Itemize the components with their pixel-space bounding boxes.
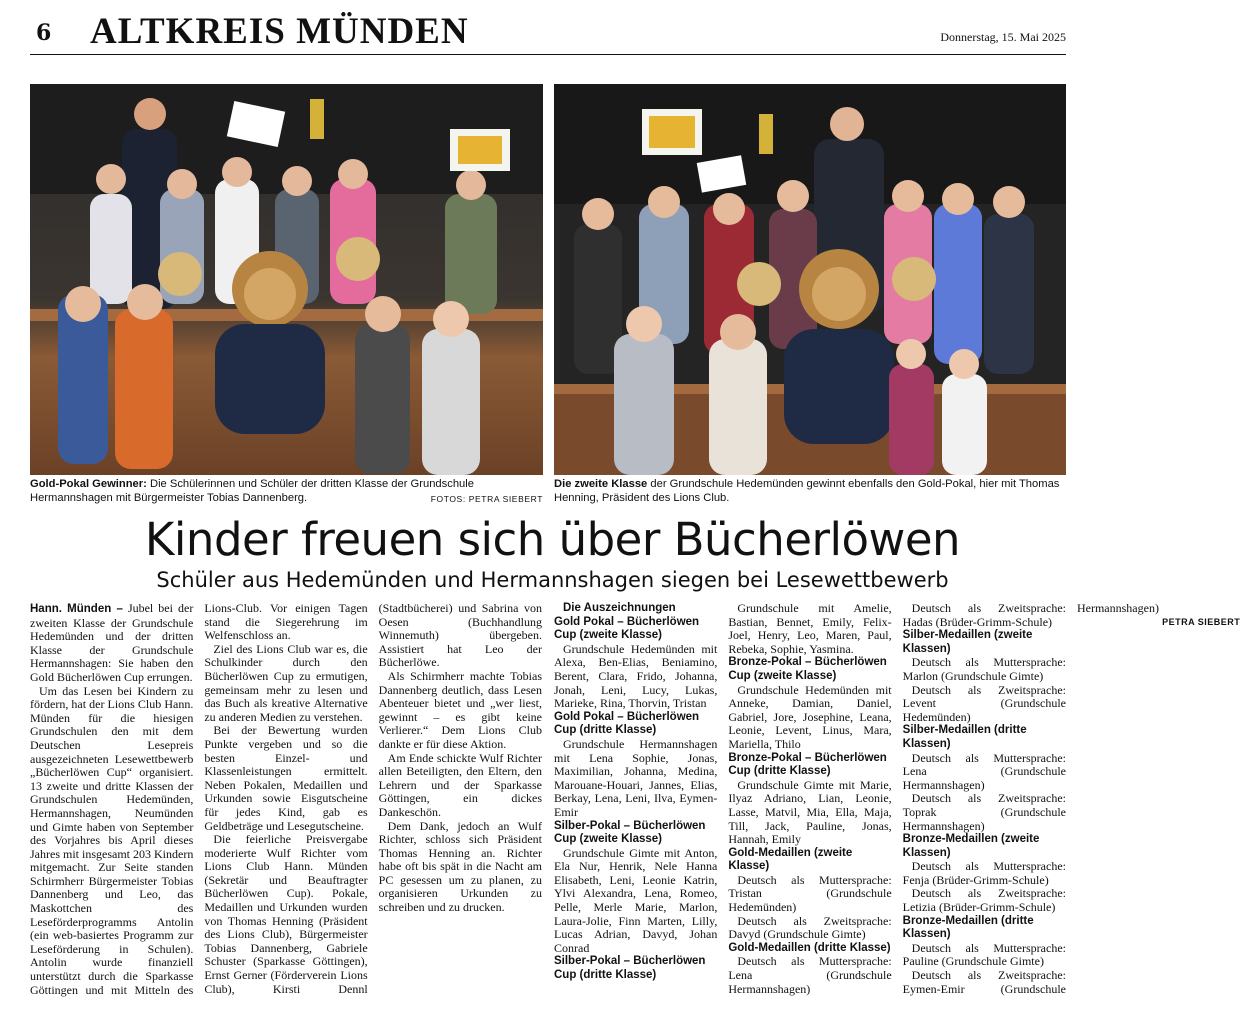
paragraph: Am Ende schickte Wulf Richter allen Beteiligten, den Eltern, den Lehrern und der Sparkasse Göttingen, ein dickes Dankeschön. <box>378 750 542 819</box>
award-text: Grundschule Hermannshagen mit Lena Sophie, Jonas, Maximilian, Johanna, Medina, Marouane-Houari, Jannes, Elias, Berkay, Lena, Leni, Ilva, Eymen-Emir <box>554 736 718 819</box>
article-body-flow <box>30 602 542 998</box>
award-text: Deutsch als Zweitsprache: Toprak (Grundschule Hermannshagen) <box>902 791 1066 833</box>
award-text: Deutsch als Muttersprache: Tristan (Grundschule Hedemünden) <box>728 872 892 915</box>
award-text: Grundschule Gimte mit Marie, Ilyaz Adriano, Lian, Leonie, Lasse, Matvil, Mia, Ella, Maja, Till, Jack, Pauline, Jonas, Hannah, Emily <box>728 777 892 847</box>
award-text-content: Deutsch als Zweitsprache: Eymen-Emir (Grundschule Hermannshagen) <box>902 601 1159 996</box>
article-headline: Kinder freuen sich über Bücherlöwen <box>144 513 961 566</box>
award-title: Bronze-Pokal – Bücherlöwen Cup (dritte Klasse) <box>728 751 887 778</box>
award-text: Deutsch als Muttersprache: Lena (Grundschule Hermannshagen) <box>902 750 1066 792</box>
paragraph: Ziel des Lions Club war es, die Schulkinder durch den Bücherlöwen Cup zu ermutigen, gemeinsam mehr zu lesen und das Buch als kreative Alternative zu anderen Medien zu verstehen. <box>204 641 368 724</box>
photo-hermannshagen-class <box>30 84 543 475</box>
award-title: Bronze-Medaillen (zweite Klassen) <box>902 833 1040 859</box>
paragraph <box>30 602 193 685</box>
caption-lead: Die zweite Klasse <box>554 478 648 490</box>
page-number: 6 <box>36 20 52 46</box>
award-text: Grundschule mit Amelie, Bastian, Bennet, Emily, Felix-Joel, Henry, Leo, Maren, Paul, Rebeka, Sophie, Yasmina. <box>728 601 892 656</box>
award-text: Deutsch als Zweitsprache: Levent (Grundschule Hedemünden) <box>902 682 1066 724</box>
issue-date: Donnerstag, 15. Mai 2025 <box>940 30 1066 44</box>
award-title: Silber-Pokal – Bücherlöwen Cup (zweite Klasse) <box>554 819 706 846</box>
paragraph: Als Schirmherr machte Tobias Dannenberg deutlich, dass Lesen Abenteuer bietet und „wer liest, gewinnt – es gibt keine Verlierer.“ Dem Lions Club dankte er für diese Aktion. <box>378 668 542 751</box>
awards-heading: Die Auszeichnungen <box>563 602 676 614</box>
award-title: Gold Pokal – Bücherlöwen Cup (dritte Klasse) <box>554 710 700 737</box>
caption-text: der Grundschule Hedemünden gewinnt ebenfalls den Gold-Pokal, hier mit Thomas Henning, Präsident des Lions Club. <box>554 478 1060 504</box>
award-text: Deutsch als Zweitsprache: Letizia (Brüder-Grimm-Schule) <box>902 886 1066 915</box>
page-header <box>30 8 1066 55</box>
paragraph-text: Jubel bei der zweiten Klasse der Grundschule Hedemünden und der dritten Klasse der Grundschule Hermannshagen: Sie haben den Gold Bücherlöwen Cup errungen. <box>30 601 194 684</box>
paragraph: Dem Dank, jedoch an Wulf Richter, schloss sich Präsident Thomas Henning an. Richter habe oft bis spät in die Nacht am PC gesessen um zu planen, zu organisieren Urkunden zu schreiben und zu drucken. <box>378 818 542 915</box>
award-title: Silber-Pokal – Bücherlöwen Cup (dritte Klasse) <box>554 955 706 982</box>
award-text: Deutsch als Muttersprache: Lena (Grundschule Hermannshagen) <box>728 954 892 996</box>
paragraph: Die feierliche Preisvergabe moderierte Wulf Richter vom Lions Club Hann. Münden (Sekretär und Beauftragter Bücherlöwen Cup). Pokale, Medaillen und Urkunden wurden von Thomas Henning (Präsident des Lions Club), Bürgermeister Tobias Dannenberg, Gabriele Schuster (Sparkasse Göttingen), Ernst Gerner (Förderverein Lions Club), Kirsti Dennl (Stadtbücherei) und Sabrina von Oesen (Buchhandlung Winnemuth) übergeben. Assistiert hat Leo der Bücherlöwe. <box>204 601 542 996</box>
award-text: Deutsch als Muttersprache: Fenja (Brüder-Grimm-Schule) <box>902 859 1066 887</box>
author-byline: PETRA SIEBERT <box>1162 616 1240 627</box>
photo-hedemuenden-class <box>554 84 1066 475</box>
award-title: Bronze-Medaillen (dritte Klassen) <box>902 914 1034 941</box>
award-text: Deutsch als Zweitsprache: Davyd (Grundschule Gimte) <box>728 913 892 942</box>
caption-lead: Gold-Pokal Gewinner: <box>30 478 147 490</box>
paragraph: Um das Lesen bei Kindern zu fördern, hat der Lions Club Hann. Münden für die hiesigen Grundschulen den mit dem Deutschen Lesepreis ausgezeichneten Lesewettbewerb „Bücherlöwen Cup“ organisiert. 13 zweite und dritte Klassen der Grundschulen Hedemünden, Hermannshagen, Neumünden und Gimte haben von September des Vorjahres bis April dieses Jahres mit insgesamt 203 Kindern mitgemacht. Zur Seite standen Schirmherr Bürgermeister Tobias Dannenberg und Leo, das Maskottchen des Leseförderprogramms Antolin (ein web-basiertes Programm zur Leseförderung in Schulen). Antolin wurde finanziell unterstützt durch die Sparkasse Göttingen und mit Mitteln des Lions-Club. Vor einigen Tagen stand die Siegerehrung im Welfenschloss an. <box>30 601 368 997</box>
photo-caption-1 <box>30 477 543 505</box>
photo-credit: FOTOS: PETRA SIEBERT <box>430 494 543 504</box>
award-title: Gold Pokal – Bücherlöwen Cup (zweite Klasse) <box>554 615 700 642</box>
caption-text: Die Schülerinnen und Schüler der dritten Klasse der Grundschule Hermannshagen mit Bürgermeister Tobias Dannenberg. <box>30 478 474 504</box>
section-title: ALTKREIS MÜNDEN <box>90 11 469 52</box>
awards-list-flow <box>554 601 1240 998</box>
dateline: Hann. Münden – <box>30 603 123 615</box>
award-text: Deutsch als Muttersprache: Marlon (Grundschule Gimte) <box>902 655 1066 683</box>
award-text: Deutsch als Zweitsprache: Hadas (Brüder-Grimm-Schule) <box>902 601 1066 629</box>
award-text: Grundschule Hedemünden mit Alexa, Ben-Elias, Beniamino, Berent, Clara, Frido, Johanna, Jonah, Leni, Lucy, Lukas, Marieke, Rina, Thorvin, Tristan <box>554 641 718 711</box>
award-text: Grundschule Hedemünden mit Anneke, Damian, Daniel, Gabriel, Jore, Josephine, Leana, Leonie, Levent, Linus, Mara, Mariella, Thilo <box>728 682 892 751</box>
paragraph: Bei der Bewertung wurden Punkte vergeben und so die besten Einzel- und Klassenleistungen ermittelt. Neben Pokalen, Medaillen und Urkunden sowie Eisgutscheine für jedes Kind, gab es Geldbeträge und Lesegutscheine. <box>204 723 368 833</box>
award-title: Silber-Medaillen (dritte Klassen) <box>902 724 1027 750</box>
award-title: Gold-Medaillen (zweite Klasse) <box>728 846 853 873</box>
photo-caption-2 <box>554 477 1066 505</box>
award-title: Gold-Medaillen (dritte Klasse) <box>728 941 891 954</box>
award-title: Silber-Medaillen (zweite Klassen) <box>902 629 1033 655</box>
article-subheadline: Schüler aus Hedemünden und Hermannshagen siegen bei Lesewettbewerb <box>156 568 949 592</box>
award-title: Bronze-Pokal – Bücherlöwen Cup (zweite Klasse) <box>728 656 887 682</box>
award-text: Grundschule Gimte mit Anton, Ela Nur, Henrik, Nele Hanna Elisabeth, Leni, Leonie Katrin, Ylvi Alexandra, Lena, Romeo, Pelle, Merle Marie, Marlon, Laura-Jolie, Finn Marten, Lilly, Lucas Adrian, Davyd, Johan Conrad <box>554 845 718 955</box>
award-text: Deutsch als Muttersprache: Pauline (Grundschule Gimte) <box>902 940 1066 969</box>
